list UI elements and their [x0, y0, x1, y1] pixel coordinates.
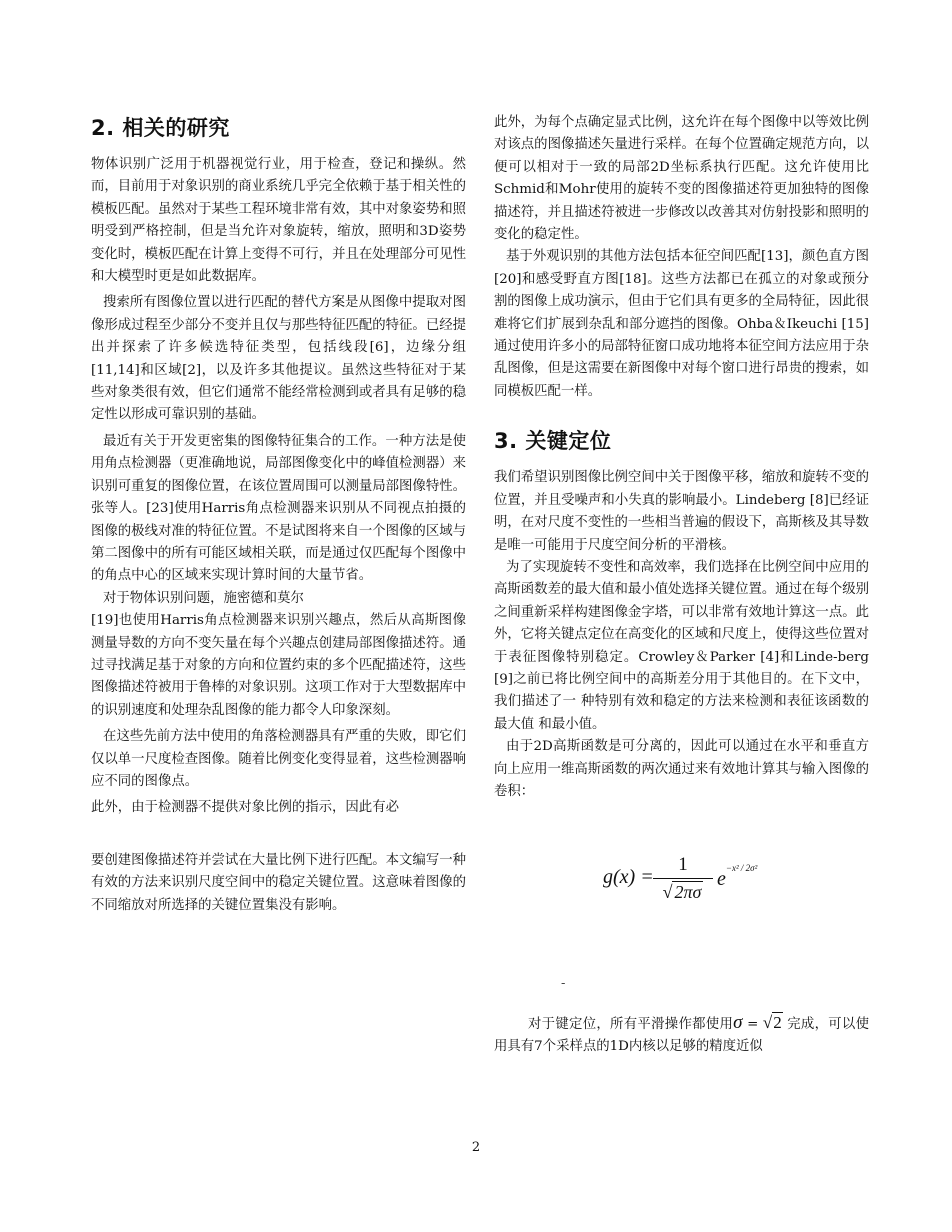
paragraph: 对于物体识别问题，施密德和莫尔 [103, 590, 304, 606]
paragraph: 搜索所有图像位置以进行匹配的替代方案是从图像中提取对图像形成过程至少部分不变并且仅与那些特征匹配的特征。已经提出并探索了许多候选特征类型，包括线段[6]，边缘分组[11,14]和区域[2]，以及许多其他提议。虽然这些特征对于某些对象类很有效，但它们通常不能经常检测到或者具有足够的稳定性以形成可靠识别的基础。 [91, 295, 466, 423]
formula-base: e [717, 868, 726, 890]
paragraph: 物体识别广泛用于机器视觉行业，用于检查，登记和操纵。然而，目前用于对象识别的商业系统几乎完全依赖于基于相关性的模板匹配。虽然对于某些工程环境非常有效，其中对象姿势和照明受到严格控制，但是当允许对象旋转，缩放，照明和3D姿势变化时，模板匹配在计算上变得不可行，并且在处理部分可见性和大模型时更是如此数据库。 [91, 157, 466, 285]
gaussian-formula [603, 852, 773, 908]
formula-denominator: √ 2πσ [662, 882, 702, 902]
root-value: 2 [773, 1013, 782, 1032]
paragraph: 在这些先前方法中使用的角落检测器具有严重的失败，即它们仅以单一尺度检查图像。随着比例变化变得显着，这些检测器响应不同的图像点。 [91, 729, 466, 789]
page-number: 2 [471, 1140, 481, 1155]
equals-sign: = [742, 1017, 763, 1032]
paragraph: 此外，为每个点确定显式比例，这允许在每个图像中以等效比例对该点的图像描述矢量进行采样。在每个位置确定规范方向，以便可以相对于一致的局部2D坐标系执行匹配。这允许使用比Schmid和Mohr使用的旋转不变的图像描述符更加独特的图像描述符，并且描述符被进一步修改以改善其对仿射投影和照明的变化的稳定性。 [494, 115, 869, 243]
formula-numerator: 1 [678, 854, 688, 875]
paragraph: [19]也使用Harris角点检测器来识别兴趣点，然后从高斯图像测量导数的方向不变矢量在每个兴趣点创建局部图像描述符。通过寻找满足基于对象的方向和位置约束的多个匹配描述符，这些图像描述符被用于鲁棒的对象识别。这项工作对于大型数据库中的识别速度和处理杂乱图像的能力都令人印象深刻。 [91, 613, 466, 718]
formula-exponential [717, 863, 758, 891]
section-heading-key-localization: 3. 关键定位 [494, 429, 612, 454]
formula-exponent: −x² / 2σ² [725, 863, 758, 874]
text-before-sigma: 对于键定位，所有平滑操作都使用 [528, 1017, 734, 1032]
text-after-sigma: 完成，可以使用具有7个采样点的1D内核以足够的精度近似 [494, 1017, 870, 1054]
formula-lhs: g(x) = [603, 866, 654, 888]
formula-denominator-root: 2πσ [674, 882, 702, 902]
right-column [494, 112, 869, 803]
paragraph [494, 1012, 869, 1058]
sqrt-two [763, 1012, 783, 1032]
root-symbol: √ [762, 1013, 773, 1032]
stray-dash: - [561, 976, 566, 991]
paragraph: 最近有关于开发更密集的图像特征集合的工作。一种方法是使用角点检测器（更准确地说，局部图像变化中的峰值检测器）来识别可重复的图像位置，在该位置周围可以测量局部图像特性。张等人。[23]使用Harris角点检测器来识别从不同视点拍摄的图像的极线对准的特征位置。不是试图将来自一个图像的区域与第二图像中的所有可能区域相关联，而是通过仅匹配每个图像中的角点中心的区域来实现计算时间的大量节省。 [91, 433, 466, 584]
section-heading-related-work: 2. 相关的研究 [91, 116, 230, 140]
formula-fraction [653, 854, 713, 903]
left-column [91, 112, 466, 917]
paragraph: 基于外观识别的其他方法包括本征空间匹配[13]，颜色直方图[20]和感受野直方图[18]。这些方法都已在孤立的对象或预分割的图像上成功演示，但由于它们具有更多的全局特征，因此很难将它们扩展到杂乱和部分遮挡的图像。Ohba＆Ikeuchi [15]通过使用许多小的局部特征窗口成功地将本征空间方法应用于杂乱图像，但是这需要在新图像中对每个窗口进行昂贵的搜索，如同模板匹配一样。 [494, 249, 869, 399]
paragraph: 要创建图像描述符并尝试在大量比例下进行匹配。本文编写一种有效的方法来识别尺度空间中的稳定关键位置。这意味着图像的不同缩放对所选择的关键位置集没有影响。 [91, 852, 466, 913]
sigma-symbol: σ [733, 1012, 743, 1033]
paragraph: 为了实现旋转不变性和高效率，我们选择在比例空间中应用的高斯函数差的最大值和最小值处选择关键位置。通过在每个级别之间重新采样构建图像金字塔，可以非常有效地计算这一点。此外，它将关键点定位在高变化的区域和尺度上，使得这些位置对于表征图像特别稳定。Crowley＆Parker [4]和Linde-berg [9]之前已将比例空间中的高斯差分用于其他目的。在下文中，我们描述了一 种特别有效和稳定的方法来检测和表征该函数的最大值 和最小值。 [494, 559, 869, 732]
paragraph: 此外，由于检测器不提供对象比例的指示，因此有必 [91, 800, 399, 816]
last-paragraph [494, 1012, 869, 1058]
paragraph: 由于2D高斯函数是可分离的，因此可以通过在水平和垂直方向上应用一维高斯函数的两次通过来有效地计算其与输入图像的卷积： [494, 739, 869, 799]
paragraph: 我们希望识别图像比例空间中关于图像平移，缩放和旋转不变的位置，并且受噪声和小失真的影响最小。Lindeberg [8]已经证明，在对尺度不变性的一些相当普遍的假设下，高斯核及其导数是唯一可能用于尺度空间分析的平滑核。 [494, 470, 869, 553]
